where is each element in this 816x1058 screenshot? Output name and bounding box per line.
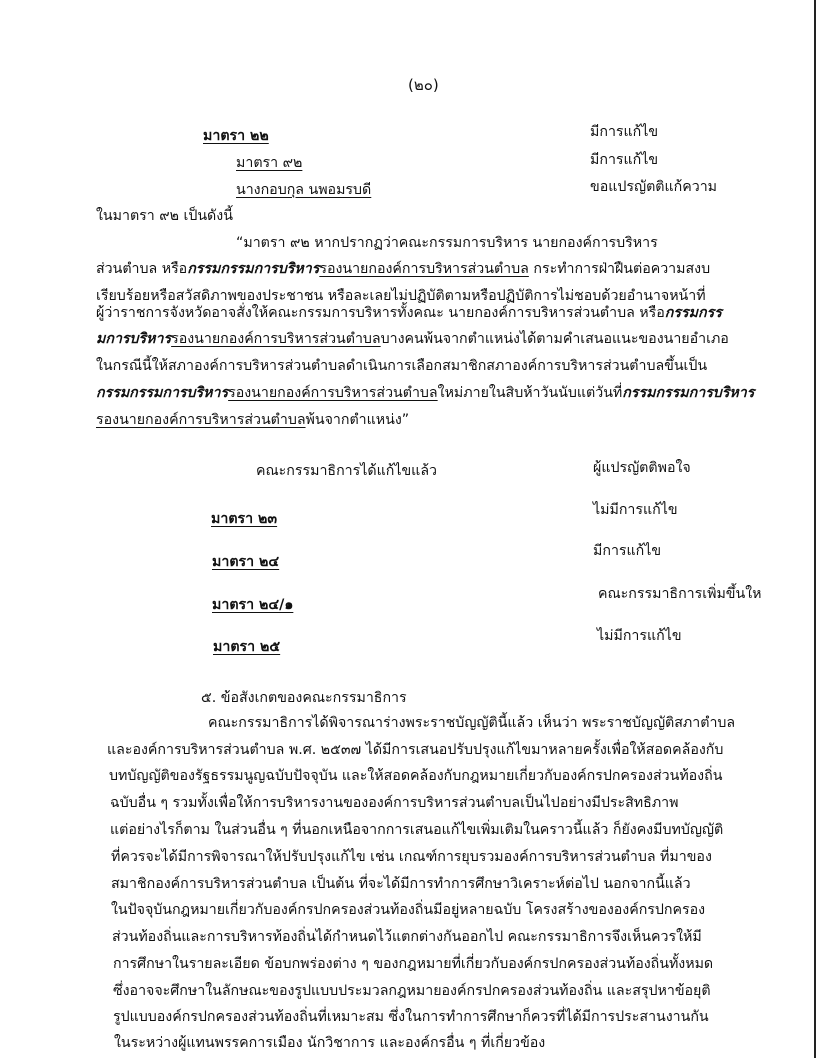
section-heading: ๕. ข้อสังเกตของคณะกรรมาธิการ (201, 690, 407, 706)
quote-line: มการบริหารรองนายกองค์การบริหารส่วนตำบลบางคนพ้นจากตำแหน่งได้ตามคำเสนอแนะของนายอำเภอ (96, 331, 729, 347)
status-text: มีการแก้ไข (590, 152, 659, 168)
section-label: มาตรา ๒๔ (212, 554, 280, 570)
body-line: การศึกษาในรายละเอียด ข้อบกพร่องต่าง ๆ ของกฎหมายที่เกี่ยวกับองค์กรปกครองส่วนท้องถิ่นทั้งหมด (113, 956, 714, 972)
committee-note: คณะกรรมาธิการได้แก้ไขแล้ว (256, 463, 437, 479)
quote-line: รองนายกองค์การบริหารส่วนตำบลพ้นจากตำแหน่ง” (96, 412, 410, 428)
body-line: ในปัจจุบันกฎหมายเกี่ยวกับองค์กรปกครองส่วนท้องถิ่นมีอยู่หลายฉบับ โครงสร้างขององค์กรปกครอง (111, 902, 706, 918)
body-line: คณะกรรมาธิการได้พิจารณาร่างพระราชบัญญัตินี้แล้ว เห็นว่า พระราชบัญญัติสภาตำบล (208, 715, 736, 731)
body-line: รูปแบบองค์กรปกครองส่วนท้องถิ่นที่เหมาะสม ซึ่งในการทำการศึกษาก็ควรที่ได้มีการประสานงานกัน (113, 1009, 709, 1025)
body-line: ที่ควรจะได้มีการพิจารณาให้ปรับปรุงแก้ไข เช่น เกณฑ์การยุบรวมองค์การบริหารส่วนตำบล ที่มาของ (111, 849, 712, 865)
body-line: ฉบับอื่น ๆ รวมทั้งเพื่อให้การบริหารงานขององค์การบริหารส่วนตำบลเป็นไปอย่างมีประสิทธิภาพ (110, 795, 679, 811)
page-number: (๒๐) (408, 76, 439, 94)
section-label: มาตรา ๒๔/๑ (212, 597, 294, 613)
body-line: ส่วนท้องถิ่นและการบริหารท้องถิ่นได้กำหนดไว้แตกต่างกันออกไป คณะกรรมาธิการจึงเห็นควรให้มี (112, 929, 702, 945)
status-text: ขอแปรญัตติแก้ความ (590, 179, 718, 195)
proposer-name: นางกอบกุล นพอมรบดี (236, 182, 372, 198)
body-line: บทบัญญัติของรัฐธรรมนูญฉบับปัจจุบัน และให้สอดคล้องกับกฎหมายเกี่ยวกับองค์กรปกครองส่วนท้องถิ่น (109, 768, 723, 784)
status-text: ผู้แปรญัตติพอใจ (593, 460, 691, 476)
quote-line: “มาตรา ๙๒ หากปรากฏว่าคณะกรรมการบริหาร นายกองค์การบริหาร (236, 235, 658, 251)
section-label: มาตรา ๒๒ (203, 128, 269, 144)
quote-line: เรียบร้อยหรือสวัสดิภาพของประชาชน หรือละเลยไม่ปฏิบัติตามหรือปฏิบัติการไม่ชอบด้วยอำนาจหน้าที่ (96, 288, 706, 304)
quote-line: ผู้ว่าราชการจังหวัดอาจสั่งให้คณะกรรมการบริหารทั้งคณะ นายกองค์การบริหารส่วนตำบล หรือกรรมกรร (96, 305, 722, 321)
body-line: และองค์การบริหารส่วนตำบล พ.ศ. ๒๕๓๗ ได้มีการเสนอปรับปรุงแก้ไขมาหลายครั้งเพื่อให้สอดคล้องกับ (107, 742, 724, 758)
status-text: ไม่มีการแก้ไข (597, 628, 682, 644)
section-label: มาตรา ๒๓ (211, 511, 278, 527)
status-text: มีการแก้ไข (593, 543, 662, 559)
section-label: มาตรา ๙๒ (236, 155, 303, 171)
section-label: มาตรา ๒๕ (213, 639, 281, 655)
body-line: ในระหว่างผู้แทนพรรคการเมือง นักวิชาการ และองค์กรอื่น ๆ ที่เกี่ยวข้อง (114, 1035, 546, 1051)
body-line: ซึ่งอาจจะศึกษาในลักษณะของรูปแบบประมวลกฎหมายองค์กรปกครองส่วนท้องถิ่น และสรุปหาข้อยุติ (113, 983, 711, 999)
body-line: สมาชิกองค์การบริหารส่วนตำบล เป็นต้น ที่จะได้มีการทำการศึกษาวิเคราะห์ต่อไป นอกจากนี้แล้ว (111, 876, 691, 892)
quote-line: ส่วนตำบล หรือกรรมกรรมการบริหารรองนายกองค์การบริหารส่วนตำบล กระทำการฝ่าฝืนต่อความสงบ (96, 261, 711, 277)
quote-line: ในกรณีนี้ให้สภาองค์การบริหารส่วนตำบลดำเนินการเลือกสมาชิกสภาองค์การบริหารส่วนตำบลขึ้นเป็น (96, 358, 708, 374)
status-text: มีการแก้ไข (590, 124, 659, 140)
intro-line: ในมาตรา ๙๒ เป็นดังนี้ (96, 208, 233, 224)
body-line: แต่อย่างไรก็ตาม ในส่วนอื่น ๆ ที่นอกเหนือจากการเสนอแก้ไขเพิ่มเติมในคราวนี้แล้ว ก็ยังคงมีบทบัญญัติ (110, 822, 724, 838)
quote-line: กรรมกรรมการบริหารรองนายกองค์การบริหารส่วนตำบลใหม่ภายในสิบห้าวันนับแต่วันที่กรรมกรรมการบริหาร (96, 385, 755, 401)
status-text: ไม่มีการแก้ไข (593, 502, 678, 518)
status-text: คณะกรรมาธิการเพิ่มขึ้นให (598, 586, 762, 602)
